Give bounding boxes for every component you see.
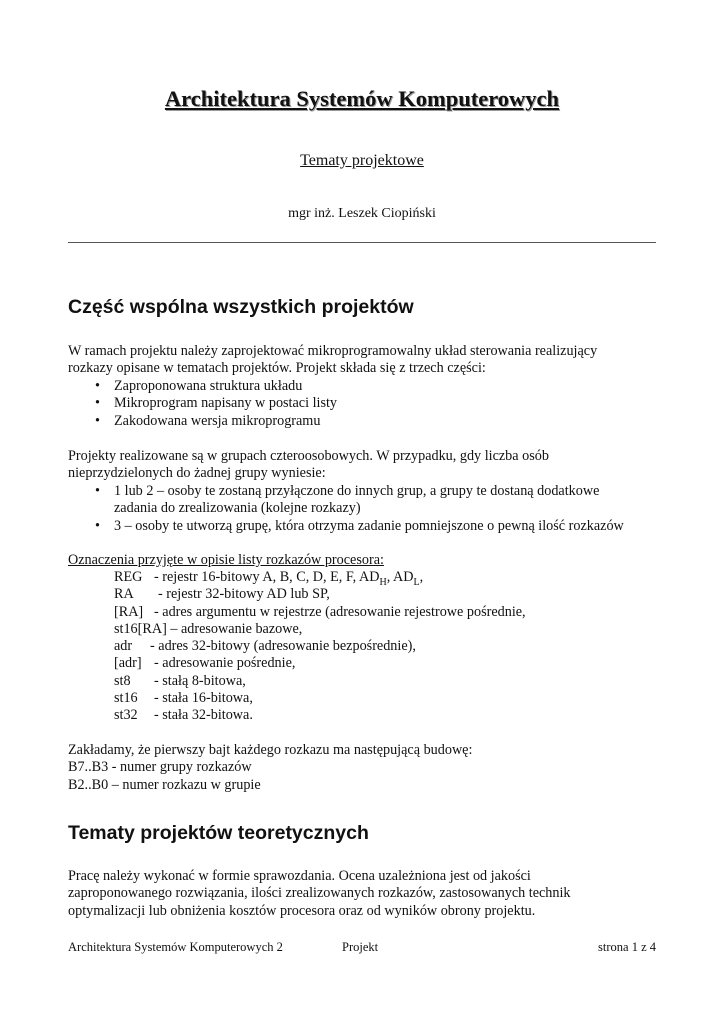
notation-desc: - rejestr 16-bitowy A, B, C, D, E, F, AD <box>154 569 380 585</box>
notation-desc: - rejestr 32-bitowy AD lub SP, <box>158 586 330 603</box>
footer-course-name: Architektura Systemów Komputerowych 2 <box>68 940 283 954</box>
notation-desc: - stałą 8-bitowa, <box>154 672 246 689</box>
paragraph-line: zaproponowanego rozwiązania, ilości zrealizowanych rozkazów, zastosowanych technik <box>68 885 571 902</box>
notation-list <box>114 569 526 725</box>
list-item-text: Zakodowana wersja mikroprogramu <box>114 412 321 429</box>
page-footer <box>68 940 656 958</box>
notation-desc-end: , <box>419 569 424 585</box>
footer-page-number: strona 1 z 4 <box>598 940 656 954</box>
list-item <box>68 378 337 395</box>
list-item <box>68 518 624 535</box>
notation-row <box>114 707 526 724</box>
bullet-icon: • <box>95 483 100 499</box>
notation-desc: - stała 32-bitowa. <box>154 707 253 724</box>
list-item-line: zadania do zrealizowania (kolejne rozkazy) <box>114 500 361 517</box>
opcode-paragraph <box>68 742 472 794</box>
list-item <box>68 483 624 518</box>
notation-desc: - adres argumentu w rejestrze (adresowanie rejestrowe pośrednie, <box>154 603 526 620</box>
list-item-text <box>114 483 599 518</box>
document-subtitle: Tematy projektowe <box>300 152 424 169</box>
paragraph-line: Zakładamy, że pierwszy bajt każdego rozkazu ma następującą budowę: <box>68 742 473 758</box>
list-item-line: 3 – osoby te utworzą grupę, która otrzyma zadanie pomniejszone o pewną ilość rozkazów <box>114 517 624 534</box>
bullet-icon: • <box>95 395 100 412</box>
project-parts-list <box>68 378 337 430</box>
list-item-text: Zaproponowana struktura układu <box>114 378 303 394</box>
intro-paragraph <box>68 343 597 378</box>
section-heading-common: Część wspólna wszystkich projektów <box>68 296 414 318</box>
document-title: Architektura Systemów Komputerowych <box>164 86 560 111</box>
author-line: mgr inż. Leszek Ciopiński <box>288 206 436 221</box>
notation-key: st16 <box>114 690 138 707</box>
footer-label: Projekt <box>342 940 379 954</box>
list-item <box>68 395 337 412</box>
notation-key: adr <box>114 638 133 655</box>
notation-row <box>114 604 526 621</box>
bullet-icon: • <box>95 378 100 394</box>
paragraph-line: nieprzydzielonych do żadnej grupy wyniesie: <box>68 465 326 482</box>
list-item-line: 1 lub 2 – osoby te zostaną przyłączone do innych grup, a grupy te dostaną dodatkowe <box>114 483 600 499</box>
list-item <box>68 413 337 430</box>
notation-desc: – adresowanie bazowe, <box>170 620 303 637</box>
subscript-h: H <box>379 577 387 588</box>
paragraph-line: B7..B3 - numer grupy rozkazów <box>68 759 252 776</box>
notation-key: st32 <box>114 707 138 724</box>
bullet-icon: • <box>95 517 100 534</box>
list-item-text <box>114 518 624 535</box>
notation-row <box>114 673 526 690</box>
notation-desc-mid: , AD <box>386 569 414 585</box>
notation-row-reg <box>114 569 526 586</box>
paragraph-line: B2..B0 – numer rozkazu w grupie <box>68 776 261 793</box>
paragraph-line: rozkazy opisane w tematach projektów. Projekt składa się z trzech części: <box>68 360 486 377</box>
paragraph-line: optymalizacji lub obniżenia kosztów procesora oraz od wyników obrony projektu. <box>68 902 536 919</box>
subscript-l: L <box>413 577 420 588</box>
notation-row <box>114 690 526 707</box>
notation-key: RA <box>114 586 134 603</box>
notation-key: st8 <box>114 672 131 689</box>
paragraph-line: Pracę należy wykonać w formie sprawozdania. Ocena uzależniona jest od jakości <box>68 868 531 884</box>
paragraph-line: W ramach projektu należy zaprojektować mikroprogramowalny układ sterowania realizujący <box>68 343 598 359</box>
notation-desc: - adres 32-bitowy (adresowanie bezpośrednie), <box>150 638 416 655</box>
horizontal-divider <box>68 242 656 243</box>
groups-paragraph <box>68 448 549 483</box>
notation-desc: - adresowanie pośrednie, <box>154 655 296 672</box>
group-cases-list <box>68 483 624 535</box>
notation-row <box>114 586 526 603</box>
bullet-icon: • <box>95 412 100 429</box>
notation-row <box>114 655 526 672</box>
notation-key: [RA] <box>114 603 144 620</box>
notation-key: st16[RA] <box>114 620 167 637</box>
notation-heading: Oznaczenia przyjęte w opisie listy rozkazów procesora: <box>68 552 384 568</box>
notation-row <box>114 621 526 638</box>
paragraph-line: Projekty realizowane są w grupach czteroosobowych. W przypadku, gdy liczba osób <box>68 448 549 464</box>
notation-key: [adr] <box>114 655 142 672</box>
section-heading-theory: Tematy projektów teoretycznych <box>68 822 369 844</box>
notation-key: REG <box>114 569 143 585</box>
theory-paragraph <box>68 868 571 920</box>
list-item-text: Mikroprogram napisany w postaci listy <box>114 395 338 412</box>
notation-row <box>114 638 526 655</box>
notation-desc: - stała 16-bitowa, <box>154 690 253 707</box>
